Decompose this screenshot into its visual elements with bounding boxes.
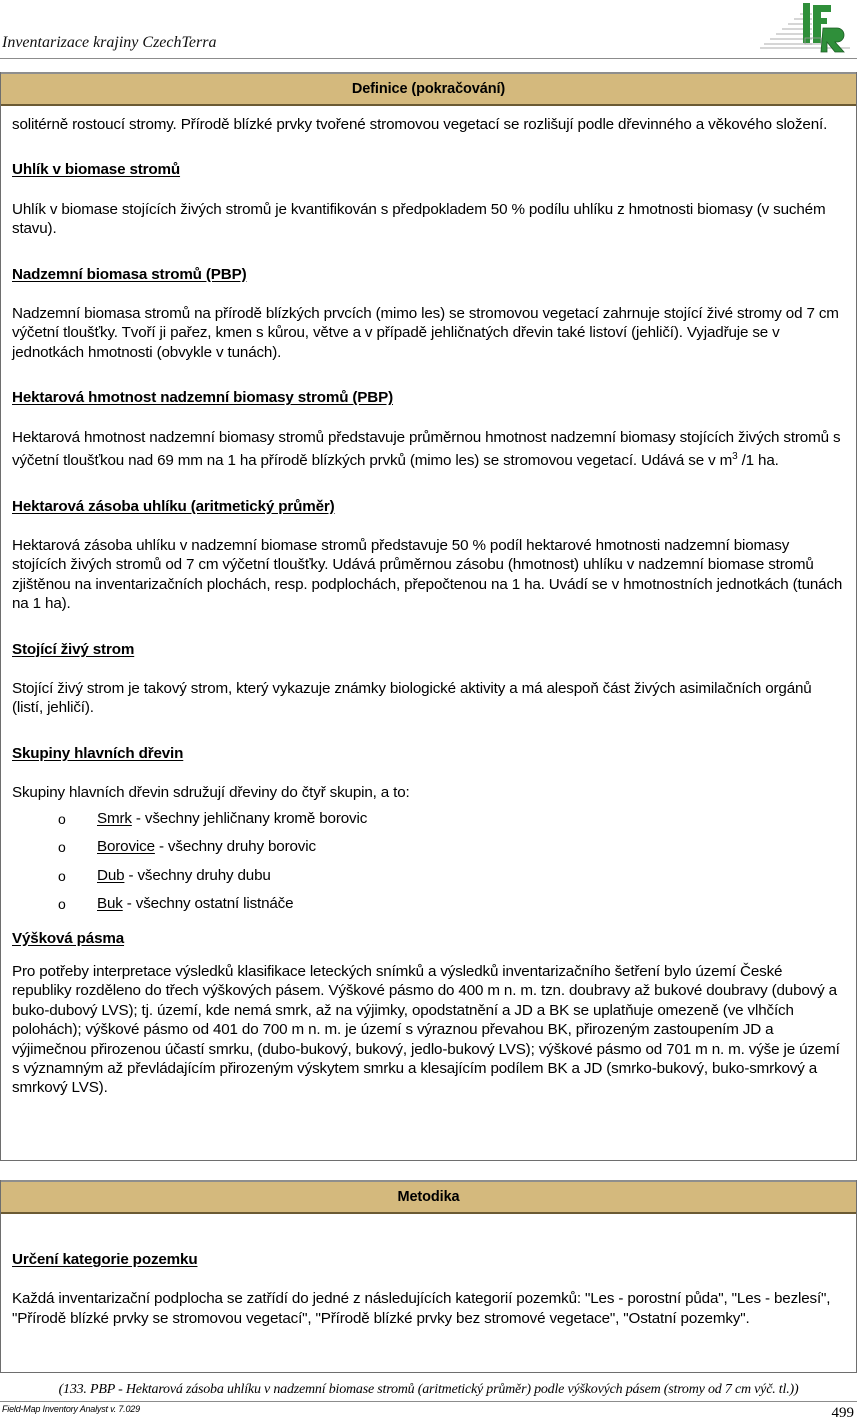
definitions-panel-heading: Definice (pokračování)	[1, 72, 856, 106]
text-before-superscript: Hektarová hmotnost nadzemní biomasy stromů představuje průměrnou hmotnost nadzemní biomasy stojících živých stromů s výčetní tloušťkou nad 69 mm na 1 ha přírodě blízkých prvků (mimo les) se stromovou vegetací. Udává se v m	[12, 428, 841, 470]
definitions-panel	[0, 72, 857, 1161]
section-title-tree-groups: Skupiny hlavních dřevin	[12, 744, 184, 762]
list-item-term: Dub	[97, 866, 125, 884]
section-title-land-category: Určení kategorie pozemku	[12, 1251, 198, 1268]
bullet-icon: o	[58, 867, 66, 884]
methodology-panel	[0, 1180, 857, 1373]
list-item-term: Borovice	[97, 838, 155, 856]
document-header	[0, 0, 857, 59]
list-item	[12, 862, 845, 891]
section-text-hectare-biomass	[12, 428, 845, 471]
section-title-hectare-carbon: Hektarová zásoba uhlíku (aritmetický průměr)	[12, 497, 335, 515]
section-text-standing-tree: Stojící živý strom je takový strom, který vykazuje známky biologické aktivity a má alespoň část živých asimilačních orgánů (listí, jehličí).	[12, 679, 812, 717]
tree-groups-list	[12, 805, 845, 919]
section-text-land-category: Každá inventarizační podplocha se zatřídí do jedné z následujících kategorií pozemků: "Les - porostní půda", "Les - bezlesí", "Přírodě blízké prvky se stromovou vegetací", "Přírodě blízké prvky bez stromové vegetace", "Ostatní pozemky".	[12, 1290, 831, 1327]
section-title-aboveground-biomass: Nadzemní biomasa stromů (PBP)	[12, 265, 247, 283]
section-title-hectare-biomass: Hektarová hmotnost nadzemní biomasy stromů (PBP)	[12, 389, 393, 407]
section-title-standing-tree: Stojící živý strom	[12, 640, 135, 658]
ifer-logo-icon	[760, 2, 854, 54]
section-text-tree-groups: Skupiny hlavních dřevin sdružují dřeviny do čtyř skupin, a to:	[12, 784, 410, 802]
list-item-desc: - všechny jehličnany kromě borovic	[131, 809, 368, 827]
list-item-desc: - všechny druhy dubu	[124, 866, 271, 884]
section-text-altitude-zones: Pro potřeby interpretace výsledků klasifikace leteckých snímků a výsledků inventarizačního šetření bylo území České republiky rozděleno do třech výškových pásem. Výškové pásmo do 400 m n. m. tzn. doubravy až bukové doubravy (dubový a buko-dubový LVS); tj. území, kde nemá smrk, až na výjimky, opodstatnění a JD a BK se uplatňuje omezeně (ve vlhčích polohách); výškové pásmo od 401 do 700 m n. m. je území s výraznou převahou BK, přirozeným zastoupením JD a výjimečnou přirozenou účastí smrku, (dubo-bukový, bukový, jedlo-bukový LVS); výškové pásmo od 701 m n. m. výše je území s významným až převládajícím přirozeným výskytem smrku a klesajícím podílem BK a JD (smrko-bukový, buko-smrkový a smrkový LVS).	[12, 963, 840, 1097]
list-item	[12, 805, 845, 834]
bullet-icon: o	[58, 896, 66, 913]
list-item-desc: - všechny druhy borovic	[154, 838, 316, 856]
list-item-term: Smrk	[97, 809, 132, 827]
superscript: 3	[732, 451, 738, 463]
section-text-aboveground-biomass: Nadzemní biomasa stromů na přírodě blízkých prvcích (mimo les) se stromovou vegetací zahrnuje stojící živé stromy od 7 cm výčetní tloušťky. Tvoří ji pařez, kmen s kůrou, větve a v případě jehličnatých dřevin také listoví (jehličí). Vyjadřuje se v jednotkách hmotnosti (obvykle v tunách).	[12, 305, 839, 361]
text-after-superscript: /1 ha.	[737, 452, 779, 470]
page-number: 499	[831, 1405, 854, 1421]
document-title: Inventarizace krajiny CzechTerra	[2, 34, 217, 51]
methodology-panel-heading: Metodika	[1, 1180, 856, 1214]
list-item-desc: - všechny ostatní listnáče	[122, 895, 294, 913]
list-item	[12, 890, 845, 919]
section-text-carbon-biomass: Uhlík v biomase stojících živých stromů je kvantifikován s předpokladem 50 % podílu uhlíku z hmotnosti biomasy (v suchém stavu).	[12, 200, 826, 238]
definitions-intro: solitérně rostoucí stromy. Přírodě blízké prvky tvořené stromovou vegetací se rozlišují podle dřevinného a věkového složení.	[12, 116, 828, 133]
table-caption: (133. PBP - Hektarová zásoba uhlíku v nadzemní biomase stromů (aritmetický průměr) podle výškových pásem (stromy od 7 cm výč. tl.))	[58, 1382, 799, 1397]
section-title-carbon-biomass: Uhlík v biomase stromů	[12, 161, 181, 179]
app-version: Field-Map Inventory Analyst v. 7.029	[2, 1404, 140, 1414]
section-text-hectare-carbon: Hektarová zásoba uhlíku v nadzemní biomase stromů představuje 50 % podíl hektarové hmotnosti nadzemní biomasy stojících živých stromů od 7 cm výčetní tloušťky. Udává průměrnou zásobu (hmotnost) uhlíku v nadzemní biomase stromů zjištěnou na inventarizačních plochách, resp. podplochách, přepočtenou na 1 ha. Uvádí se v hmotnostních jednotkách (tunách na 1 ha).	[12, 536, 843, 613]
footer-divider	[0, 1401, 857, 1402]
list-item-term: Buk	[97, 895, 123, 913]
section-title-altitude-zones: Výšková pásma	[12, 929, 125, 947]
bullet-icon: o	[58, 810, 66, 827]
list-item	[12, 833, 845, 862]
bullet-icon: o	[58, 839, 66, 856]
